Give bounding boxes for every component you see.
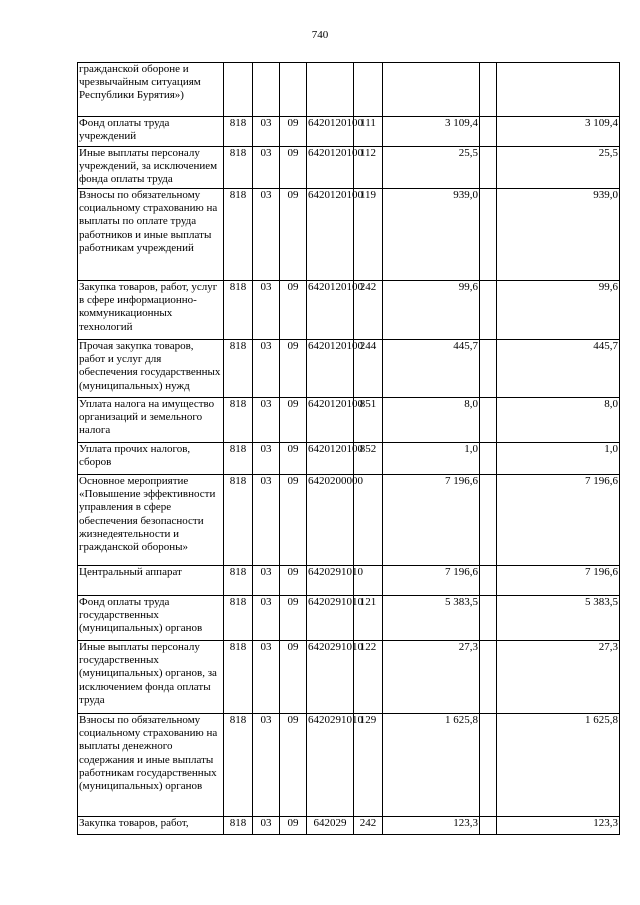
section-code-cell: 03 xyxy=(253,147,280,189)
expense-type-cell: 112 xyxy=(354,147,383,189)
table-row xyxy=(78,189,620,281)
target-article-cell: 6420120100 xyxy=(307,117,354,147)
section-code-cell: 03 xyxy=(253,443,280,475)
subsection-code-cell: 09 xyxy=(280,566,307,596)
section-code-cell: 03 xyxy=(253,596,280,641)
table-row xyxy=(78,281,620,340)
ministry-code-cell: 818 xyxy=(224,189,253,281)
target-article-cell: 6420120100 xyxy=(307,147,354,189)
expense-type-cell: 851 xyxy=(354,398,383,443)
table-row xyxy=(78,475,620,566)
amount-cell: 25,5 xyxy=(383,147,480,189)
expense-name-cell: Фонд оплаты труда государственных (муниципальных) органов xyxy=(78,596,224,641)
subsection-code-cell: 09 xyxy=(280,817,307,835)
ministry-code-cell: 818 xyxy=(224,443,253,475)
change-cell xyxy=(480,147,497,189)
subsection-code-cell: 09 xyxy=(280,641,307,714)
expense-name-cell: Взносы по обязательному социальному страхованию на выплаты денежного содержания и иные выплаты работникам государственных (муниципальных) органов xyxy=(78,714,224,817)
expense-name-cell: Иные выплаты персоналу учреждений, за исключением фонда оплаты труда xyxy=(78,147,224,189)
subsection-code-cell: 09 xyxy=(280,147,307,189)
amount-total-cell: 8,0 xyxy=(497,398,620,443)
amount-total-cell: 7 196,6 xyxy=(497,475,620,566)
table-row xyxy=(78,566,620,596)
amount-total-cell: 99,6 xyxy=(497,281,620,340)
table-row xyxy=(78,117,620,147)
amount-cell: 1 625,8 xyxy=(383,714,480,817)
budget-table xyxy=(77,62,620,835)
expense-name-cell: Основное мероприятие «Повышение эффективности управления в сфере обеспечения безопасности жизнедеятельности и гражданской обороны» xyxy=(78,475,224,566)
amount-total-cell: 1 625,8 xyxy=(497,714,620,817)
change-cell xyxy=(480,189,497,281)
target-article-cell: 642029 xyxy=(307,817,354,835)
section-code-cell: 03 xyxy=(253,281,280,340)
target-article-cell: 6420120100 xyxy=(307,398,354,443)
subsection-code-cell: 09 xyxy=(280,117,307,147)
expense-type-cell: 129 xyxy=(354,714,383,817)
ministry-code-cell: 818 xyxy=(224,398,253,443)
ministry-code-cell: 818 xyxy=(224,714,253,817)
target-article-cell: 6420120100 xyxy=(307,443,354,475)
ministry-code-cell: 818 xyxy=(224,340,253,398)
expense-type-cell xyxy=(354,63,383,117)
ministry-code-cell xyxy=(224,63,253,117)
ministry-code-cell: 818 xyxy=(224,566,253,596)
target-article-cell xyxy=(307,63,354,117)
subsection-code-cell: 09 xyxy=(280,714,307,817)
table-row xyxy=(78,596,620,641)
change-cell xyxy=(480,443,497,475)
section-code-cell: 03 xyxy=(253,641,280,714)
expense-name-cell: Уплата прочих налогов, сборов xyxy=(78,443,224,475)
change-cell xyxy=(480,340,497,398)
expense-type-cell: 119 xyxy=(354,189,383,281)
amount-cell: 1,0 xyxy=(383,443,480,475)
target-article-cell: 6420291010 xyxy=(307,714,354,817)
ministry-code-cell: 818 xyxy=(224,281,253,340)
table-row xyxy=(78,817,620,835)
section-code-cell: 03 xyxy=(253,817,280,835)
subsection-code-cell: 09 xyxy=(280,281,307,340)
ministry-code-cell: 818 xyxy=(224,596,253,641)
change-cell xyxy=(480,117,497,147)
table-row xyxy=(78,714,620,817)
table-row xyxy=(78,340,620,398)
amount-total-cell: 7 196,6 xyxy=(497,566,620,596)
section-code-cell: 03 xyxy=(253,566,280,596)
amount-total-cell: 25,5 xyxy=(497,147,620,189)
amount-total-cell: 1,0 xyxy=(497,443,620,475)
change-cell xyxy=(480,596,497,641)
amount-cell: 27,3 xyxy=(383,641,480,714)
ministry-code-cell: 818 xyxy=(224,147,253,189)
amount-total-cell: 445,7 xyxy=(497,340,620,398)
change-cell xyxy=(480,398,497,443)
amount-cell: 5 383,5 xyxy=(383,596,480,641)
expense-name-cell: Закупка товаров, работ, xyxy=(78,817,224,835)
amount-cell: 123,3 xyxy=(383,817,480,835)
change-cell xyxy=(480,281,497,340)
amount-total-cell: 27,3 xyxy=(497,641,620,714)
section-code-cell: 03 xyxy=(253,117,280,147)
change-cell xyxy=(480,641,497,714)
amount-cell: 99,6 xyxy=(383,281,480,340)
amount-cell: 445,7 xyxy=(383,340,480,398)
section-code-cell: 03 xyxy=(253,340,280,398)
table-row xyxy=(78,147,620,189)
expense-type-cell: 852 xyxy=(354,443,383,475)
amount-cell xyxy=(383,63,480,117)
amount-cell: 939,0 xyxy=(383,189,480,281)
subsection-code-cell: 09 xyxy=(280,398,307,443)
target-article-cell: 6420291010 xyxy=(307,596,354,641)
ministry-code-cell: 818 xyxy=(224,641,253,714)
expense-name-cell: Закупка товаров, работ, услуг в сфере информационно-коммуникационных технологий xyxy=(78,281,224,340)
expense-type-cell: 244 xyxy=(354,340,383,398)
amount-cell: 3 109,4 xyxy=(383,117,480,147)
expense-name-cell: гражданской обороне и чрезвычайным ситуациям Республики Бурятия») xyxy=(78,63,224,117)
change-cell xyxy=(480,475,497,566)
section-code-cell: 03 xyxy=(253,714,280,817)
amount-total-cell xyxy=(497,63,620,117)
amount-cell: 7 196,6 xyxy=(383,475,480,566)
ministry-code-cell: 818 xyxy=(224,117,253,147)
target-article-cell: 6420291010 xyxy=(307,641,354,714)
subsection-code-cell: 09 xyxy=(280,596,307,641)
expense-type-cell: 121 xyxy=(354,596,383,641)
amount-cell: 7 196,6 xyxy=(383,566,480,596)
expense-name-cell: Уплата налога на имущество организаций и земельного налога xyxy=(78,398,224,443)
subsection-code-cell: 09 xyxy=(280,340,307,398)
expense-type-cell xyxy=(354,475,383,566)
expense-type-cell: 242 xyxy=(354,281,383,340)
section-code-cell: 03 xyxy=(253,475,280,566)
expense-name-cell: Взносы по обязательному социальному страхованию на выплаты по оплате труда работников и иные выплаты работникам учреждений xyxy=(78,189,224,281)
expense-name-cell: Фонд оплаты труда учреждений xyxy=(78,117,224,147)
amount-total-cell: 5 383,5 xyxy=(497,596,620,641)
expense-type-cell: 122 xyxy=(354,641,383,714)
change-cell xyxy=(480,714,497,817)
change-cell xyxy=(480,63,497,117)
section-code-cell: 03 xyxy=(253,398,280,443)
expense-type-cell: 111 xyxy=(354,117,383,147)
expense-name-cell: Центральный аппарат xyxy=(78,566,224,596)
target-article-cell: 6420120100 xyxy=(307,340,354,398)
amount-total-cell: 939,0 xyxy=(497,189,620,281)
ministry-code-cell: 818 xyxy=(224,475,253,566)
section-code-cell xyxy=(253,63,280,117)
amount-total-cell: 3 109,4 xyxy=(497,117,620,147)
target-article-cell: 6420120100 xyxy=(307,189,354,281)
page-number: 740 xyxy=(311,29,329,41)
target-article-cell: 6420291010 xyxy=(307,566,354,596)
section-code-cell: 03 xyxy=(253,189,280,281)
table-row xyxy=(78,443,620,475)
change-cell xyxy=(480,817,497,835)
change-cell xyxy=(480,566,497,596)
expense-name-cell: Прочая закупка товаров, работ и услуг для обеспечения государственных (муниципальных) нужд xyxy=(78,340,224,398)
subsection-code-cell: 09 xyxy=(280,443,307,475)
ministry-code-cell: 818 xyxy=(224,817,253,835)
table-row xyxy=(78,641,620,714)
target-article-cell: 6420120100 xyxy=(307,281,354,340)
target-article-cell: 6420200000 xyxy=(307,475,354,566)
amount-total-cell: 123,3 xyxy=(497,817,620,835)
subsection-code-cell xyxy=(280,63,307,117)
subsection-code-cell: 09 xyxy=(280,189,307,281)
subsection-code-cell: 09 xyxy=(280,475,307,566)
amount-cell: 8,0 xyxy=(383,398,480,443)
budget-table-body xyxy=(78,63,620,835)
expense-type-cell: 242 xyxy=(354,817,383,835)
expense-name-cell: Иные выплаты персоналу государственных (муниципальных) органов, за исключением фонда оплаты труда xyxy=(78,641,224,714)
table-row xyxy=(78,398,620,443)
table-row xyxy=(78,63,620,117)
